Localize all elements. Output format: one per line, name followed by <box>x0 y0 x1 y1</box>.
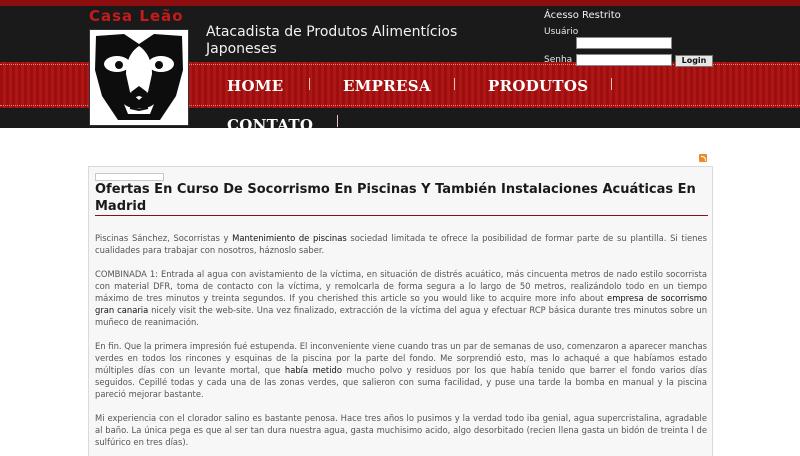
logo-text[interactable]: Casa Leão <box>89 7 184 25</box>
nav-home[interactable]: HOME <box>227 77 284 95</box>
habia-metido-link[interactable]: había metido <box>284 365 342 375</box>
title-divider <box>95 215 708 216</box>
paragraph-text: mucho polvo y residuos por los que había tenido que barrer el fondo varios días seguidos. Cepillé todas y cada una de las zonas verdes, que salieron con suma facilidad, y puse una tarde la bomba en manual y la piscina pareció mejorar bastante. <box>95 365 707 399</box>
username-label: Usuário <box>544 27 579 37</box>
login-button[interactable]: Login <box>675 55 713 67</box>
nav-separator <box>337 115 338 127</box>
article-paragraph-2 <box>95 268 707 328</box>
paragraph-text: COMBINADA 1: Entrada al agua con avistamiento de la víctima, en situación de distrés acuático, más cincuenta metros de nado estilo socorrista con material DFR, toma de contacto con la víctima, y remolcarla de forma segura a lo largo de 50 metros, realizándolo todo en un tiempo máximo de tres minutos y treinta segundos. If you cherished this article so you would like to acquire more info about <box>95 269 707 303</box>
nav-produtos[interactable]: PRODUTOS <box>488 77 589 95</box>
article-paragraph-1 <box>95 232 707 256</box>
nav-separator <box>611 78 612 90</box>
lifeguard-company-link[interactable]: empresa de socorrismo gran canaria <box>95 293 707 315</box>
article-paragraph-3 <box>95 340 707 400</box>
paragraph-text: sociedad limitada te ofrece la posibilidad de formar parte de su plantilla. Si tienes cualidades para trabajar con nosotros, háznoslo saber. <box>95 233 707 255</box>
article-panel <box>88 166 713 456</box>
rss-icon[interactable] <box>699 154 707 162</box>
site-header <box>0 0 800 134</box>
paragraph-text: En fin. Que la primera impresión fué estupenda. El inconveniente viene cuando tras un par de semanas de uso, comenzaron a aparecer manchas verdes en todos los rincones y esquinas de la piscina por la parte del fondo. Me sorprendió esto, mas lo achaqué a que habíamos estado múltiples días con un levante mortal, que <box>95 341 707 375</box>
paragraph-text: Piscinas Sánchez, Socorristas y <box>95 233 233 243</box>
article-paragraph-4: Mi experiencia con el clorador salino es bastante penosa. Hace tres años lo pusimos y la verdad todo iba genial, agua supercristalina, agradable al baño. La única pega es que al ser tan dura nuestra agua, gasta muchisimo acido, algo desorbitado (recien llena gasta un bidón de treinta l de sulfúrico en tres días). <box>95 413 707 447</box>
paragraph-text: nicely visit the web-site. Una vez finalizado, extracción de la víctima del agua y efectuar RCP básica durante tres minutos sobre un muñeco de reanimación. <box>95 305 707 327</box>
nav-contato[interactable]: CONTATO <box>227 116 314 134</box>
nav-empresa[interactable]: EMPRESA <box>343 77 431 95</box>
nav-separator <box>454 78 455 90</box>
login-title: Ácesso Restrito <box>544 10 621 21</box>
nav-separator <box>309 78 310 90</box>
username-input[interactable] <box>576 37 672 49</box>
article-meta-box <box>95 173 164 181</box>
top-strip <box>0 0 800 6</box>
site-tagline: Atacadista de Produtos Alimentícios Japoneses <box>206 24 458 57</box>
password-label: Senha <box>544 55 573 65</box>
password-input[interactable] <box>576 54 672 66</box>
lion-logo-icon[interactable] <box>89 29 189 126</box>
article-title: Ofertas En Curso De Socorrismo En Piscinas Y También Instalaciones Acuáticas En Madrid <box>95 182 696 214</box>
maintenance-link[interactable]: Mantenimiento de piscinas <box>232 233 347 243</box>
